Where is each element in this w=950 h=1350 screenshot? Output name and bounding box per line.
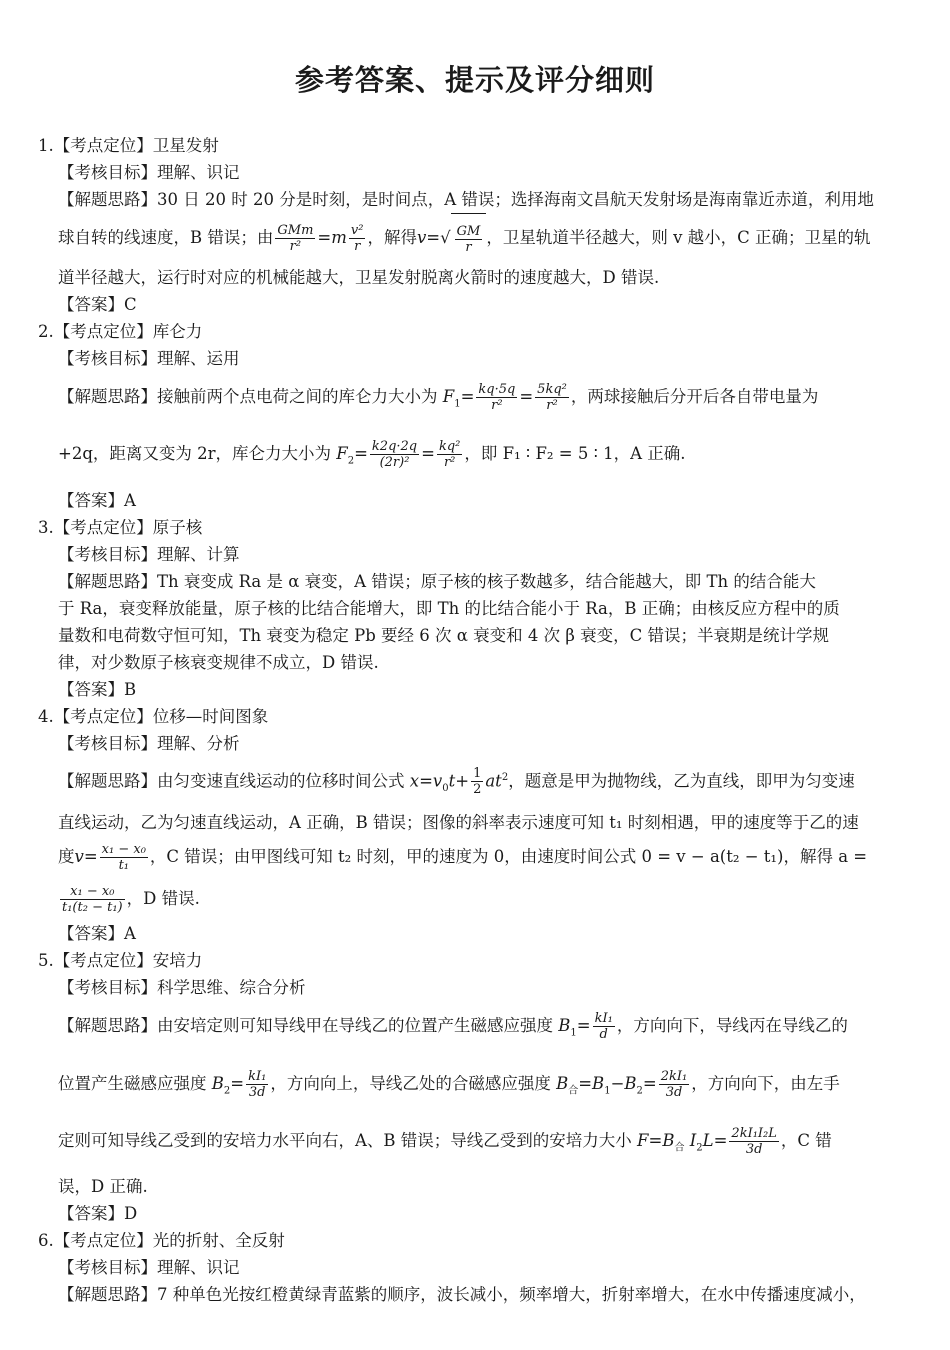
formula-gmm-r2: $\frac{\text{GMm}}{\text{r²}}$ [277, 223, 314, 254]
formula-half: $\frac{1}{2}$ [473, 766, 482, 798]
idea-paragraph [38, 1281, 918, 1308]
question-number: 5. [38, 951, 54, 971]
formula-b1: $\frac{\text{kI₁}}{d}$ [594, 1011, 613, 1043]
goal-text: 理解、识记 [157, 1258, 240, 1278]
idea-text: 度 [58, 847, 75, 867]
formula-force: $\frac{\text{2kI₁I₂L}}{3d}$ [731, 1125, 777, 1157]
idea-text: ，方向向下，由左手 [691, 1073, 840, 1093]
goal-text: 理解、运用 [157, 349, 240, 368]
goal-text: 理解、分析 [157, 733, 240, 753]
point-text: 库仑力 [152, 322, 203, 341]
idea-text: +2q，距离又变为 2r，库仑力大小为 [58, 444, 332, 464]
point-label: 【考点定位】 [53, 951, 153, 971]
idea-text: ，D 错误. [126, 889, 200, 909]
question-1 [38, 132, 918, 318]
question-number: 2. [38, 322, 54, 341]
idea-paragraph-cont: 位置产生磁感应强度 $B_2=$ $\frac{\text{kI₁}}{3d}$ ，方向向上，导线乙处的合磁感应强度 $B_合=B_1-B_2=$ $\frac{\text{2kI₁}}{3d}$ ，方向向下，由左手 [58, 1068, 840, 1100]
formula-f2-result: $\frac{\text{kq²}}{\text{r²}}$ [438, 439, 461, 471]
formula-b2: $\frac{\text{kI₁}}{3d}$ [248, 1068, 267, 1100]
point-label: 【考点定位】 [53, 1231, 153, 1251]
formula-sqrt-gm-r: $\frac{GM}{r}$ [451, 213, 487, 264]
idea-text: ，即 F₁ ∶ F₂ = 5 ∶ 1，A 正确. [464, 444, 686, 464]
answer-label: 【答案】 [58, 295, 124, 314]
idea-paragraph-cont [38, 264, 918, 291]
idea-paragraph-cont: 球自转的线速度，B 错误；由 $\frac{\text{GMm}}{\text{r²}}$ =m $\frac{\text{v²}}{r}$ ，解得v=√ $\frac{GM}{r}$ ，卫星轨道半径越大，则 v 越小，C 正确；卫星的轨 [38, 213, 918, 264]
goal-text: 科学思维、综合分析 [157, 978, 306, 998]
goal-text: 理解、计算 [157, 544, 240, 564]
answer-label: 【答案】 [58, 490, 124, 510]
idea-text: 道半径越大，运行时对应的机械能越大，卫星发射脱离火箭时的速度越大，D 错误. [58, 268, 660, 287]
idea-paragraph-cont [38, 809, 918, 836]
idea-paragraph: 【解题思路】由匀变速直线运动的位移时间公式 $x=v_0t+$ $\frac{1}{2}$ $at^2$，题意是甲为抛物线，乙为直线，即甲为匀变速 [58, 766, 855, 798]
idea-label: 【解题思路】 [58, 387, 157, 406]
idea-text: ，方向向下，导线丙在导线乙的 [616, 1016, 848, 1036]
formula-v: $\frac{\text{x₁ − x₀}}{\text{t₁}}$ [101, 842, 146, 874]
idea-paragraph-cont: 度v= $\frac{\text{x₁ − x₀}}{\text{t₁}}$ ，C 错误；由甲图线可知 t₂ 时刻，甲的速度为 0，由速度时间公式 0 = v − a(t₂ − t₁)，解得 a = [58, 842, 868, 874]
point-label: 【考点定位】 [53, 517, 153, 537]
idea-text: 由匀变速直线运动的位移时间公式 [157, 771, 405, 791]
idea-paragraph [38, 186, 918, 213]
idea-paragraph-cont: +2q，距离又变为 2r，库仑力大小为 $F_2=$ $\frac{k2q\cdot 2q}{\text{(2r)²}}$ = $\frac{\text{kq²}}{\text{r²}}$ ，即 F₁ ∶ F₂ = 5 ∶ 1，A 正确. [58, 439, 686, 471]
formula-b-total: $\frac{\text{2kI₁}}{3d}$ [660, 1068, 688, 1100]
answer-value: C [124, 295, 137, 314]
point-text: 安培力 [152, 951, 203, 971]
goal-label: 【考核目标】 [58, 1258, 157, 1278]
idea-paragraph-cont [38, 622, 918, 649]
idea-paragraph [38, 568, 918, 595]
idea-text: ，卫星轨道半径越大，则 v 越小，C 正确；卫星的轨 [486, 228, 871, 247]
answer-label: 【答案】 [58, 924, 124, 944]
goal-label: 【考核目标】 [58, 733, 157, 753]
idea-text: 直线运动，乙为匀速直线运动，A 正确，B 错误；图像的斜率表示速度可知 t₁ 时刻相遇，甲的速度等于乙的速 [58, 813, 859, 833]
idea-text: 量数和电荷数守恒可知，Th 衰变为稳定 Pb 要经 6 次 α 衰变和 4 次 β 衰变，C 错误；半衰期是统计学规 [58, 625, 830, 645]
idea-paragraph-cont [38, 595, 918, 622]
idea-text: 位置产生磁感应强度 [58, 1073, 207, 1093]
idea-paragraph-cont: 定则可知导线乙受到的安培力水平向右，A、B 错误；导线乙受到的安培力大小 $F=B_合$ $I_2L=$ $\frac{\text{2kI₁I₂L}}{3d}$ ，C 错 [58, 1125, 832, 1157]
question-3 [38, 514, 918, 703]
question-4 [38, 703, 918, 948]
goal-label: 【考核目标】 [58, 978, 157, 998]
idea-paragraph-cont [38, 1173, 918, 1200]
point-text: 原子核 [152, 517, 203, 537]
question-6 [38, 1227, 918, 1308]
idea-paragraph: 【解题思路】接触前两个点电荷之间的库仑力大小为 $F_1=$ $\frac{kq\cdot 5q}{\text{r²}}$ = $\frac{\text{5kq²}}{\text{r²}}$ ，两球接触后分开后各自带电量为 [58, 382, 819, 413]
goal-label: 【考核目标】 [58, 544, 157, 564]
idea-label: 【解题思路】 [58, 190, 157, 209]
goal-text: 理解、识记 [157, 163, 240, 182]
idea-text: 30 日 20 时 20 分是时刻，是时间点，A 错误；选择海南文昌航天发射场是海南靠近赤道，利用地 [157, 190, 874, 209]
idea-text: 7 种单色光按红橙黄绿青蓝紫的顺序，波长减小，频率增大，折射率增大，在水中传播速度减小， [157, 1285, 866, 1305]
question-number: 6. [38, 1231, 54, 1251]
idea-text: 律，对少数原子核衰变规律不成立，D 错误. [58, 652, 379, 672]
formula-f2: $\frac{k2q\cdot 2q}{\text{(2r)²}}$ [371, 439, 418, 471]
point-text: 光的折射、全反射 [152, 1231, 285, 1251]
idea-text: ，方向向上，导线乙处的合磁感应强度 [270, 1073, 551, 1093]
answer-value: A [124, 490, 136, 510]
answer-value: D [124, 1204, 138, 1224]
idea-paragraph-cont [38, 649, 918, 676]
idea-text: 球自转的线速度，B 错误；由 [58, 228, 274, 247]
answer-content [38, 132, 918, 1308]
idea-label: 【解题思路】 [58, 571, 157, 591]
idea-text: ，C 错误；由甲图线可知 t₂ 时刻，甲的速度为 0，由速度时间公式 0 = v − a(t₂ − t₁)，解得 a = [149, 847, 868, 867]
point-text: 卫星发射 [152, 136, 219, 155]
idea-paragraph-cont [38, 878, 918, 920]
point-text: 位移—时间图象 [152, 706, 269, 726]
idea-text: ，两球接触后分开后各自带电量为 [570, 387, 819, 406]
point-label: 【考点定位】 [53, 322, 153, 341]
point-label: 【考点定位】 [53, 136, 153, 155]
formula-f1: $\frac{kq\cdot 5q}{\text{r²}}$ [478, 382, 516, 413]
goal-label: 【考核目标】 [58, 349, 157, 368]
point-label: 【考点定位】 [53, 706, 153, 726]
formula-f1-result: $\frac{\text{5kq²}}{\text{r²}}$ [537, 382, 567, 413]
idea-text: 于 Ra，衰变释放能量，原子核的比结合能增大，即 Th 的比结合能小于 Ra，B 正确；由核反应方程中的质 [58, 598, 840, 618]
answer-value: B [124, 679, 137, 699]
answer-label: 【答案】 [58, 679, 124, 699]
answer-value: A [124, 924, 136, 944]
idea-text: 接触前两个点电荷之间的库仑力大小为 [157, 387, 438, 406]
answer-label: 【答案】 [58, 1204, 124, 1224]
formula-v2-r: $\frac{\text{v²}}{r}$ [350, 223, 364, 254]
idea-text: ，解得 [367, 228, 417, 247]
formula-a: $\frac{\text{x₁ − x₀}}{\text{t₁(t₂ − t₁)}}$ [62, 884, 123, 916]
page-title: 参考答案、提示及评分细则 [294, 63, 655, 97]
question-number: 1. [38, 136, 54, 155]
idea-label: 【解题思路】 [58, 1285, 157, 1305]
idea-text: ，题意是甲为抛物线，乙为直线，即甲为匀变速 [508, 771, 855, 791]
idea-text: 由安培定则可知导线甲在导线乙的位置产生磁感应强度 [157, 1016, 553, 1036]
idea-paragraph: 【解题思路】由安培定则可知导线甲在导线乙的位置产生磁感应强度 $B_1=$ $\frac{\text{kI₁}}{d}$ ，方向向下，导线丙在导线乙的 [58, 1011, 848, 1043]
question-number: 4. [38, 706, 54, 726]
question-5 [38, 947, 918, 1227]
idea-text: 定则可知导线乙受到的安培力水平向右，A、B 错误；导线乙受到的安培力大小 [58, 1130, 632, 1150]
idea-text: 误，D 正确. [58, 1177, 148, 1197]
idea-label: 【解题思路】 [58, 1016, 157, 1036]
idea-text: Th 衰变成 Ra 是 α 衰变，A 错误；原子核的核子数越多，结合能越大，即 Th 的结合能大 [157, 571, 816, 591]
idea-text: ，C 错 [780, 1130, 832, 1150]
question-2 [38, 318, 918, 514]
question-number: 3. [38, 517, 54, 537]
idea-label: 【解题思路】 [58, 771, 157, 791]
goal-label: 【考核目标】 [58, 163, 157, 182]
